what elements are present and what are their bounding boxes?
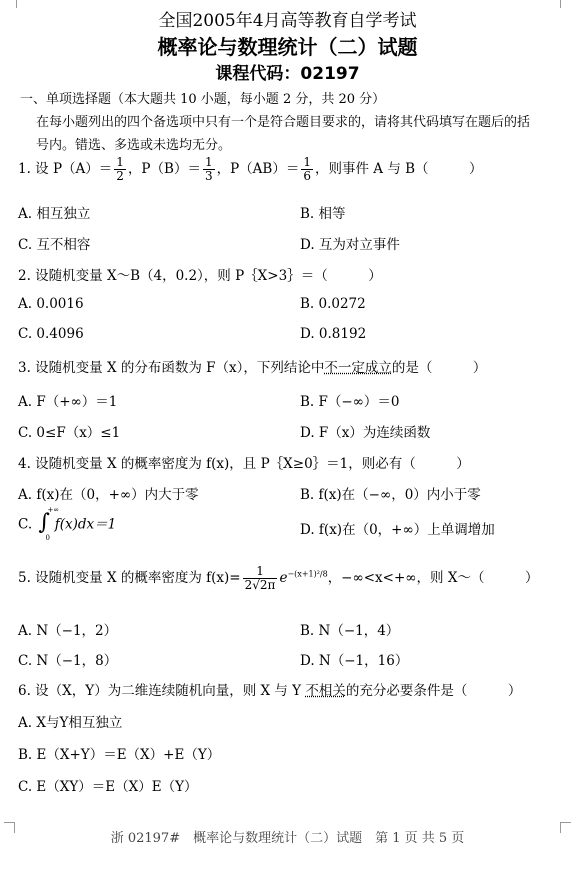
q2-option-d: D. 0.8192 (300, 326, 367, 342)
section-title: 一、单项选择题（本大题共 10 小题，每小题 2 分，共 20 分） (20, 92, 386, 107)
page-footer: 浙 02197# 概率论与数理统计（二）试题 第 1 页 共 5 页 (110, 831, 465, 846)
instructions-line-1: 在每小题列出的四个备选项中只有一个是符合题目要求的，请将其代码填写在题后的括 (36, 115, 531, 130)
q4-option-c: C. ∫ +∞ 0 f(x)dx＝1 (18, 506, 117, 542)
q6-option-b: B. E（X+Y）＝E（X）+E（Y） (18, 747, 221, 763)
q6-option-a: A. X与Y相互独立 (18, 715, 123, 731)
q5-option-b: B. N（−1，4） (300, 623, 400, 639)
q4-option-b: B. f(x)在（−∞，0）内小于零 (300, 487, 481, 503)
q1-option-a: A. 相互独立 (18, 206, 91, 222)
q1-option-d: D. 互为对立事件 (300, 237, 400, 253)
exponent: −(x+1)²/8 (287, 569, 328, 579)
q3-option-b: B. F（−∞）＝0 (300, 394, 400, 410)
q1-option-c: C. 互不相容 (18, 237, 91, 253)
integral-sign: ∫ +∞ 0 (38, 506, 60, 542)
q3-option-d: D. F（x）为连续函数 (300, 425, 431, 441)
q3-option-a: A. F（+∞）＝1 (18, 394, 118, 410)
q3-option-c: C. 0≤F（x）≤1 (18, 425, 121, 441)
question-5-stem: 5. 设随机变量 X 的概率密度为 f(x)= $\frac{1}{2√2\pi}$ $e^{-(x+1)^2/8}$，−∞<x<+∞，则 X～（ ） (18, 564, 539, 592)
q1-option-b: B. 相等 (300, 206, 346, 222)
exam-title: 全国2005年4月高等教育自学考试 (158, 11, 417, 31)
fraction: $\frac{1}{2√2\pi}$ (244, 564, 276, 592)
instructions-line-2: 号内。错选、多选或未选均无分。 (36, 138, 232, 153)
course-code: 课程代码：02197 (215, 64, 360, 84)
question-4-stem: 4. 设随机变量 X 的概率密度为 f(x)，且 P｛X≥0｝＝1，则必有（ ） (18, 456, 470, 472)
q5-option-d: D. N（−1，16） (300, 653, 409, 669)
q2-option-a: A. 0.0016 (18, 296, 84, 312)
q6-option-c: C. E（XY）＝E（X）E（Y） (18, 779, 198, 795)
question-3-stem: 3. 设随机变量 X 的分布函数为 F（x），下列结论中不一定成立的是（ ） (18, 360, 487, 376)
q4-option-a: A. f(x)在（0，+∞）内大于零 (18, 487, 199, 503)
fraction: $\frac{1}{3}$ (204, 155, 213, 183)
fraction: $\frac{1}{2}$ (116, 155, 124, 183)
question-2-stem: 2. 设随机变量 X～B（4，0.2），则 P｛X>3｝＝（ ） (18, 268, 382, 284)
question-1-stem: 1. 设 P（A）＝ $\frac{1}{2}$ ，P（B）＝ $\frac{1}{3}$ ，P（AB）＝ $\frac{1}{6}$ ，则事件 A 与 B（ ） (18, 155, 483, 183)
q5-option-a: A. N（−1，2） (18, 623, 118, 639)
q4-option-d: D. f(x)在（0，+∞）上单调增加 (300, 522, 495, 538)
question-6-stem: 6. 设（X，Y）为二维连续随机向量，则 X 与 Y 不相关的充分必要条件是（ ） (18, 683, 522, 699)
q5-option-c: C. N（−1，8） (18, 653, 118, 669)
paper-title: 概率论与数理统计（二）试题 (157, 35, 418, 59)
q2-option-b: B. 0.0272 (300, 296, 366, 312)
q2-option-c: C. 0.4096 (18, 326, 84, 342)
fraction: $\frac{1}{6}$ (303, 155, 311, 183)
